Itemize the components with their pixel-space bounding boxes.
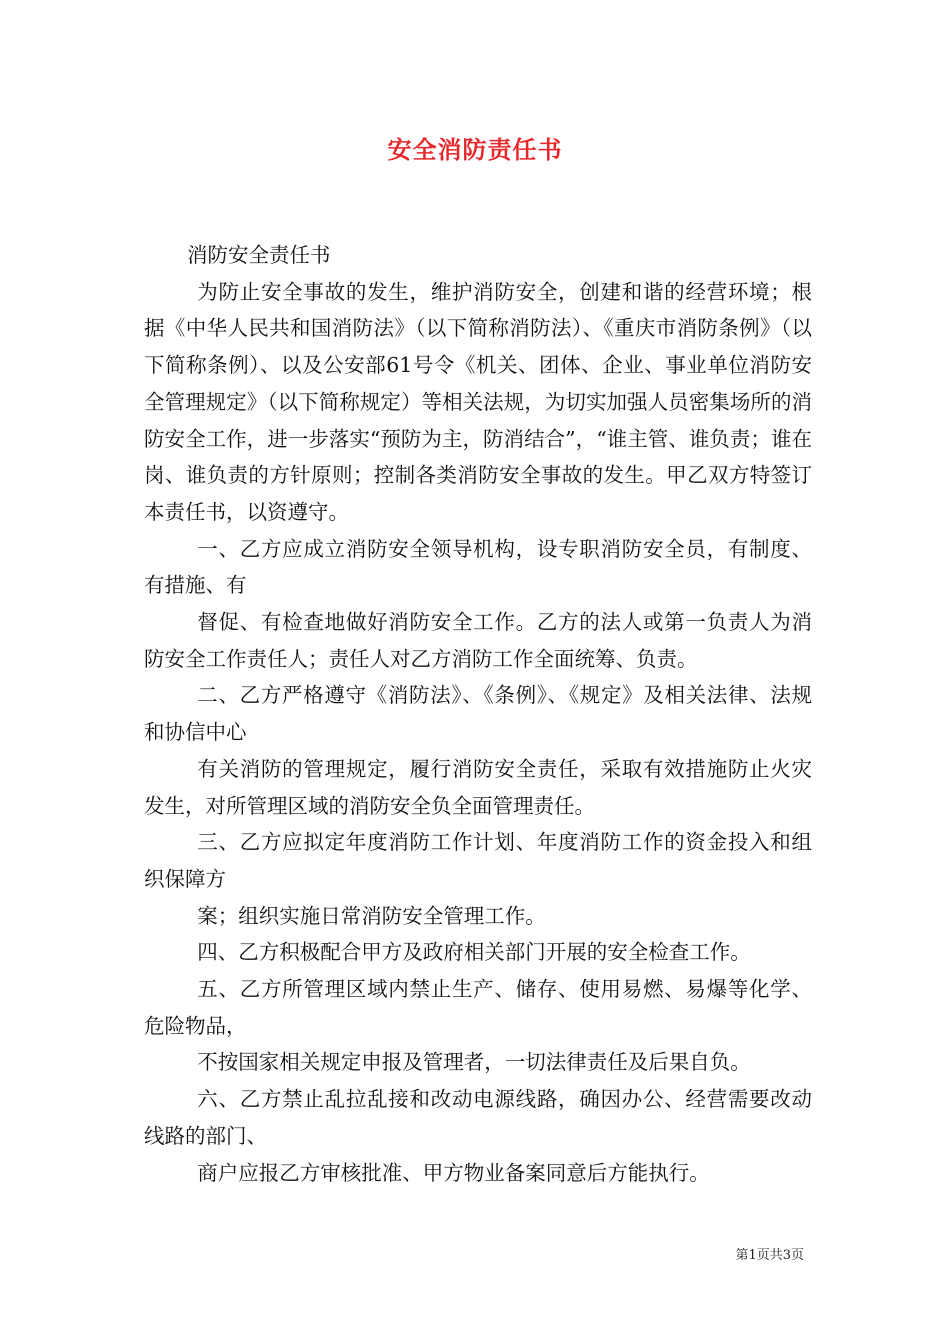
document-body [144, 237, 812, 1191]
paragraph-heading: 消防安全责任书 [187, 243, 331, 267]
paragraph-preamble: 为防止安全事故的发生，维护消防安全，创建和谐的经营环境；根据《中华人民共和国消防法》（以下简称消防法）、《重庆市消防条例》（以下简称条例）、以及公安部61号令《机关、团体、企业、事业单位消防安全管理规定》（以下简称规定）等相关法规，为切实加强人员密集场所的消防安全工作，进一步落实“预防为主，防消结合”，“谁主管、谁负责；谁在岗、谁负责的方针原则；控制各类消防安全事故的发生。甲乙双方特签订本责任书，以资遵守。 [144, 279, 812, 524]
paragraph-clause-1a: 一、乙方应成立消防安全领导机构，设专职消防安全员，有制度、有措施、有 [144, 536, 812, 598]
document-title: 安全消防责任书 [387, 135, 563, 164]
page-number: 第1页共3页 [735, 1248, 804, 1263]
paragraph-clause-5a: 五、乙方所管理区域内禁止生产、储存、使用易燃、易爆等化学、危险物品， [144, 977, 812, 1038]
paragraph-clause-6b: 商户应报乙方审核批准、甲方物业备案同意后方能执行。 [197, 1160, 710, 1185]
paragraph-clause-6a: 六、乙方禁止乱拉乱接和改动电源线路，确因办公、经营需要改动线路的部门、 [144, 1087, 812, 1148]
paragraph-clause-2b: 有关消防的管理规定，履行消防安全责任，采取有效措施防止火灾发生，对所管理区域的消防安全负全面管理责任。 [144, 756, 812, 818]
paragraph-clause-4: 四、乙方积极配合甲方及政府相关部门开展的安全检查工作。 [197, 940, 751, 965]
paragraph-clause-3b: 案；组织实施日常消防安全管理工作。 [197, 903, 546, 928]
paragraph-clause-3a: 三、乙方应拟定年度消防工作计划、年度消防工作的资金投入和组织保障方 [144, 830, 812, 891]
paragraph-clause-5b: 不按国家相关规定申报及管理者，一切法律责任及后果自负。 [197, 1050, 751, 1075]
paragraph-clause-2a: 二、乙方严格遵守《消防法》、《条例》、《规定》及相关法律、法规和协信中心 [144, 683, 812, 745]
paragraph-clause-1b: 督促、有检查地做好消防安全工作。乙方的法人或第一负责人为消防安全工作责任人；责任人对乙方消防工作全面统筹、负责。 [144, 610, 812, 671]
